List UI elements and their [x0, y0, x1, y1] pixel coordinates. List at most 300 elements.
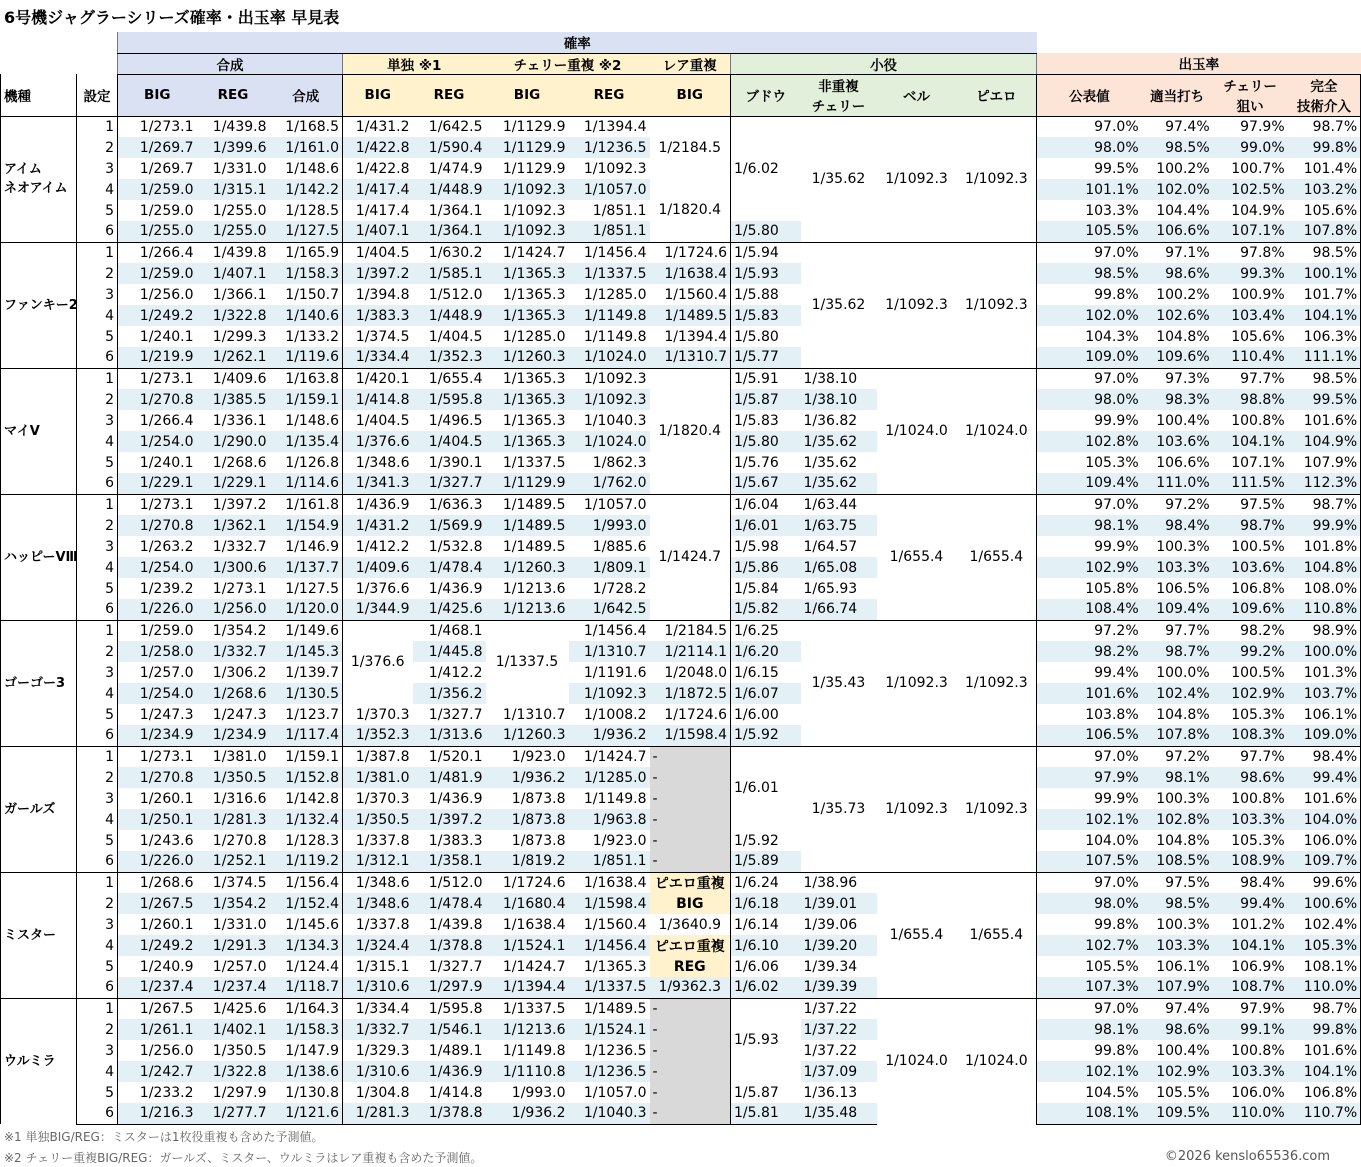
table-row [1, 263, 1361, 284]
table-cell: 1/312.1 [343, 851, 413, 872]
table-cell: 1/1110.8 [486, 1061, 569, 1082]
table-cell: 1/158.3 [270, 263, 343, 284]
table-cell: 100.4% [1156, 1042, 1210, 1059]
table-cell: 105.6% [1288, 200, 1361, 221]
table-cell: 1/436.9 [428, 580, 483, 597]
table-cell: 107.9% [1142, 977, 1213, 998]
table-cell: 1/1236.5 [569, 137, 650, 158]
table-cell: 1/1310.7 [502, 706, 566, 723]
table-cell: 1/370.3 [343, 704, 413, 725]
table-cell: 1/1337.5 [502, 454, 566, 471]
table-cell: 106.6% [1142, 221, 1213, 242]
table-cell: 97.0% [1037, 116, 1142, 137]
table-cell: 1/137.7 [270, 557, 343, 578]
table-cell: 1/6.01 [731, 515, 801, 536]
table-cell: 1/1524.1 [486, 935, 569, 956]
table-cell: 98.0% [1037, 389, 1142, 410]
header-reg: REG [197, 74, 270, 116]
jugglers-table [0, 32, 1361, 1125]
table-cell: 1/1310.7 [650, 347, 731, 368]
table-cell: 104.1% [1288, 1061, 1361, 1082]
settei-value: 1 [77, 242, 118, 263]
table-cell: 102.9% [1037, 557, 1142, 578]
table-cell: 1/134.3 [270, 935, 343, 956]
settei-value: 1 [77, 620, 118, 641]
table-cell: 111.0% [1142, 473, 1213, 494]
table-cell: 1/383.3 [428, 832, 483, 849]
table-cell: 1/226.0 [118, 599, 197, 620]
table-cell: 1/2048.0 [664, 664, 727, 681]
table-cell: 97.2% [1142, 494, 1213, 515]
table-cell: 1/348.6 [343, 893, 413, 914]
table-cell: 1/154.9 [270, 515, 343, 536]
table-cell: 100.8% [1231, 790, 1285, 807]
table-cell: 97.4% [1142, 116, 1213, 137]
table-cell: 104.3% [1037, 326, 1142, 347]
header-tandoku: 単独 ※1 [343, 53, 486, 74]
table-cell: 1/1092.3 [486, 221, 569, 242]
table-cell: 98.6% [1142, 1019, 1213, 1040]
table-cell: 1/118.7 [270, 977, 343, 998]
table-cell [1037, 32, 1361, 53]
table-cell: 105.5% [1037, 221, 1142, 242]
table-cell: 1/5.77 [731, 347, 801, 368]
table-cell: 101.2% [1231, 916, 1285, 933]
table-cell: 1/5.92 [731, 830, 801, 851]
table-cell: REG [650, 956, 731, 977]
table-cell: 1/431.2 [343, 515, 413, 536]
table-row [1, 1103, 1361, 1124]
table-cell: 1/1285.0 [502, 328, 566, 345]
table-cell: 1/350.5 [197, 767, 270, 788]
table-cell: 1/1424.7 [486, 242, 569, 263]
settei-value: 3 [77, 914, 118, 935]
table-cell: 1/259.0 [118, 620, 197, 641]
table-cell: 110.0% [1288, 977, 1361, 998]
table-cell: 104.9% [1231, 202, 1285, 219]
table-row [1, 767, 1361, 788]
table-cell: 1/237.4 [197, 977, 270, 998]
settei-value: 4 [77, 809, 118, 830]
table-cell: 1/149.6 [270, 620, 343, 641]
table-cell: 1/5.93 [731, 263, 801, 284]
table-cell: 102.6% [1142, 305, 1213, 326]
table-cell: 103.8% [1037, 704, 1142, 725]
settei-value: 6 [77, 851, 118, 872]
table-cell: 1/1024.0 [957, 998, 1037, 1124]
table-cell: 1/1365.3 [502, 286, 566, 303]
settei-value: 1 [77, 494, 118, 515]
table-cell: 98.3% [1142, 389, 1213, 410]
table-cell: 108.7% [1213, 977, 1288, 998]
table-cell: 1/356.2 [413, 683, 486, 704]
table-cell: 1/439.8 [197, 242, 270, 263]
table-cell: 1/417.4 [343, 200, 413, 221]
table-cell: 1/370.3 [343, 788, 413, 809]
table-cell: BIG [650, 893, 731, 914]
table-cell: 1/1057.0 [569, 494, 650, 515]
table-row [1, 935, 1361, 956]
table-cell: 1/165.9 [270, 242, 343, 263]
table-row [1, 326, 1361, 347]
table-cell: 1/1365.3 [486, 263, 569, 284]
table-cell: 1/1394.4 [569, 116, 650, 137]
header-cherry-nerai: チェリー 狙い [1213, 74, 1288, 116]
table-cell: 107.9% [1288, 452, 1361, 473]
table-cell: 1/397.2 [197, 494, 270, 515]
table-cell: 99.8% [1288, 137, 1361, 158]
table-cell: 105.5% [1037, 956, 1142, 977]
table-row [1, 116, 1361, 137]
table-cell: 1/258.0 [118, 641, 197, 662]
table-cell: 1/1260.3 [486, 725, 569, 746]
table-cell: 1/263.2 [118, 536, 197, 557]
table-cell: 1/39.34 [803, 958, 858, 975]
table-cell: 1/655.4 [413, 368, 486, 389]
table-cell: 104.8% [1156, 832, 1210, 849]
settei-value: 2 [77, 137, 118, 158]
table-cell: 100.5% [1231, 538, 1285, 555]
table-cell: 101.1% [1037, 179, 1142, 200]
table-cell: 109.7% [1288, 851, 1361, 872]
table-cell: 1/324.4 [343, 935, 413, 956]
table-cell: 1/297.9 [212, 1084, 267, 1101]
settei-value: 4 [77, 935, 118, 956]
table-cell: 1/310.6 [343, 1061, 413, 1082]
header-kishu: 機種 [1, 74, 77, 116]
table-cell: 1/159.1 [270, 746, 343, 767]
table-cell: 1/1236.5 [569, 1061, 650, 1082]
table-cell: 1/239.2 [118, 578, 197, 599]
table-cell: 1/124.4 [285, 958, 339, 975]
table-cell: 1/262.1 [197, 347, 270, 368]
table-cell: 98.7% [1213, 515, 1288, 536]
table-cell: 98.1% [1037, 1019, 1142, 1040]
table-cell: 1/655.4 [877, 872, 957, 998]
machine-name: ミスター [1, 872, 77, 998]
table-cell: 1/655.4 [957, 494, 1037, 620]
table-cell: 103.3% [1213, 809, 1288, 830]
table-cell: 97.9% [1213, 116, 1288, 137]
footnote-2: ※2 チェリー重複BIG/REG：ガールズ、ミスター、ウルミラはレア重複も含めた予測値。 [4, 1151, 483, 1165]
table-cell: 1/412.2 [428, 664, 483, 681]
table-cell: 97.0% [1037, 494, 1142, 515]
table-cell: 1/1092.3 [957, 746, 1037, 872]
table-cell: 1/37.09 [801, 1061, 877, 1082]
table-row [1, 305, 1361, 326]
table-cell: 1/5.82 [731, 599, 801, 620]
table-cell: 1/1489.5 [650, 305, 731, 326]
table-cell: 1/436.9 [413, 1061, 486, 1082]
table-cell: 1/6.02 [731, 116, 801, 221]
table-cell: 1/6.24 [731, 872, 801, 893]
table-cell: 1/1489.5 [486, 515, 569, 536]
table-cell: 1/1057.0 [569, 179, 650, 200]
table-cell: 1/402.1 [197, 1019, 270, 1040]
table-cell: 1/374.5 [197, 872, 270, 893]
table-cell: 1/862.3 [592, 454, 647, 471]
table-cell: 102.7% [1037, 935, 1142, 956]
table-cell: 1/1092.3 [957, 242, 1037, 368]
table-cell: 1/1213.6 [502, 580, 566, 597]
table-cell: 1/5.83 [731, 410, 801, 431]
table-cell: 1/383.3 [343, 305, 413, 326]
table-cell: 100.2% [1156, 160, 1210, 177]
table-cell: 100.6% [1288, 893, 1361, 914]
table-cell: 109.5% [1142, 1103, 1213, 1124]
table-cell: 1/337.8 [343, 830, 413, 851]
table-cell: 98.2% [1213, 620, 1288, 641]
table-cell: 1/6.10 [731, 935, 801, 956]
table-cell: 1/1024.0 [569, 347, 650, 368]
table-cell: 1/35.48 [801, 1103, 877, 1124]
table-cell: 97.9% [1037, 767, 1142, 788]
table-cell: 1/35.62 [801, 242, 877, 368]
table-row [1, 788, 1361, 809]
table-cell: 1/5.87 [731, 1082, 801, 1103]
table-cell: 1/1724.6 [650, 242, 731, 263]
table-cell: 1/120.0 [270, 599, 343, 620]
table-cell: 1/269.7 [118, 158, 197, 179]
table-cell: 1/256.0 [118, 1040, 197, 1061]
table-cell: 1/164.3 [270, 998, 343, 1019]
table-cell: 106.8% [1288, 1082, 1361, 1103]
table-cell: 1/569.9 [413, 515, 486, 536]
table-cell: 99.8% [1288, 1019, 1361, 1040]
table-cell: 1/512.0 [428, 286, 483, 303]
settei-value: 1 [77, 872, 118, 893]
table-cell: 103.2% [1288, 179, 1361, 200]
table-cell: 102.8% [1142, 809, 1213, 830]
table-cell: 1/364.1 [413, 221, 486, 242]
table-cell: 1/138.6 [270, 1061, 343, 1082]
table-row [1, 704, 1361, 725]
table-cell: 1/139.7 [285, 664, 339, 681]
footnote-1: ※1 単独BIG/REG：ミスターは1枚役重複も含めた予測値。 [4, 1130, 324, 1144]
table-cell: 1/1365.3 [486, 389, 569, 410]
table-cell: 1/5.80 [731, 326, 801, 347]
table-cell: 102.1% [1037, 809, 1142, 830]
table-cell: 106.9% [1231, 958, 1285, 975]
table-cell: - [650, 1040, 731, 1061]
table-cell: 98.6% [1213, 767, 1288, 788]
header-piero: ピエロ [957, 74, 1037, 116]
table-cell: 99.4% [1288, 767, 1361, 788]
settei-value: 3 [77, 284, 118, 305]
table-cell: 1/273.1 [118, 494, 197, 515]
machine-name: ハッピーVⅢ [1, 494, 77, 620]
table-cell: 100.8% [1231, 412, 1285, 429]
table-cell: 97.5% [1213, 494, 1288, 515]
settei-value: 5 [77, 830, 118, 851]
table-cell: 1/1092.3 [486, 179, 569, 200]
table-cell: 1/851.1 [569, 851, 650, 872]
table-cell: 1/728.2 [592, 580, 647, 597]
table-cell: 98.0% [1037, 893, 1142, 914]
table-cell: 1/1365.3 [486, 431, 569, 452]
table-cell: 1/260.1 [118, 914, 197, 935]
table-cell: 1/270.8 [118, 389, 197, 410]
table-cell: 104.0% [1037, 830, 1142, 851]
table-cell: 100.4% [1156, 412, 1210, 429]
table-cell: 97.0% [1037, 998, 1142, 1019]
table-cell: 1/381.0 [197, 746, 270, 767]
table-cell: 1/161.8 [270, 494, 343, 515]
table-cell: 1/6.25 [731, 620, 801, 641]
table-cell: 100.0% [1288, 641, 1361, 662]
table-cell: - [650, 767, 731, 788]
table-cell: 1/409.6 [197, 368, 270, 389]
table-cell: 1/270.8 [212, 832, 267, 849]
settei-value: 4 [77, 1061, 118, 1082]
table-cell: 1/259.0 [118, 179, 197, 200]
table-cell: 1/1092.3 [877, 746, 957, 872]
table-cell: 1/261.1 [118, 1019, 197, 1040]
table-cell: - [650, 1019, 731, 1040]
table-cell: 1/5.67 [731, 473, 801, 494]
settei-value: 6 [77, 473, 118, 494]
settei-value: 2 [77, 263, 118, 284]
table-cell: 1/404.5 [343, 410, 413, 431]
table-cell: 1/1489.5 [502, 538, 566, 555]
table-cell: 1/163.8 [270, 368, 343, 389]
table-cell: 110.4% [1213, 347, 1288, 368]
header-kakuritsu: 確率 [118, 32, 1037, 53]
table-cell: 1/1129.9 [486, 473, 569, 494]
table-cell: 1/327.7 [413, 473, 486, 494]
table-cell: 1/1394.4 [664, 328, 727, 345]
table-cell: 1/5.86 [731, 557, 801, 578]
table-cell: 98.5% [1142, 893, 1213, 914]
table-cell: 1/923.0 [486, 746, 569, 767]
table-cell: 1/159.1 [270, 389, 343, 410]
table-cell: 1/6.00 [731, 704, 801, 725]
table-cell: 1/254.0 [118, 557, 197, 578]
table-cell: 1/1213.6 [486, 1019, 569, 1040]
table-cell: 1/133.2 [285, 328, 339, 345]
table-cell: 1/5.89 [731, 851, 801, 872]
table-cell: 1/290.0 [197, 431, 270, 452]
table-cell: 1/762.0 [569, 473, 650, 494]
table-cell: 104.8% [1156, 328, 1210, 345]
header-gousei: 合成 [118, 53, 343, 74]
table-cell: 1/655.4 [877, 494, 957, 620]
header-bell: ベル [877, 74, 957, 116]
table-cell: 104.0% [1288, 809, 1361, 830]
table-cell: 103.6% [1213, 557, 1288, 578]
table-cell: 1/1285.0 [569, 767, 650, 788]
table-cell: 99.2% [1213, 641, 1288, 662]
table-cell: 103.3% [1142, 557, 1213, 578]
table-cell: 1/478.4 [413, 557, 486, 578]
table-cell: 97.2% [1037, 620, 1142, 641]
table-cell: 1/121.6 [270, 1103, 343, 1124]
table-cell: - [650, 1103, 731, 1124]
table-cell: 1/5.81 [731, 1103, 801, 1124]
table-cell: 1/240.9 [118, 956, 197, 977]
table-cell: 1/216.3 [118, 1103, 197, 1124]
header-cherry-big: BIG [486, 74, 569, 116]
table-cell: 97.5% [1142, 872, 1213, 893]
table-cell: 1/6.07 [731, 683, 801, 704]
table-cell: 97.0% [1037, 368, 1142, 389]
settei-value: 1 [77, 746, 118, 767]
table-cell: 1/595.8 [413, 389, 486, 410]
table-cell: 1/5.83 [731, 305, 801, 326]
table-cell: 1/145.3 [270, 641, 343, 662]
table-cell: 1/260.1 [118, 788, 197, 809]
table-cell: 1/300.6 [197, 557, 270, 578]
table-cell: 1/397.2 [343, 263, 413, 284]
table-cell: 1/233.2 [118, 1082, 197, 1103]
table-cell: 101.8% [1288, 536, 1361, 557]
table-cell: 1/5.92 [731, 725, 801, 746]
table-row [1, 746, 1361, 767]
table-cell: 1/378.8 [413, 935, 486, 956]
table-cell: 109.4% [1037, 473, 1142, 494]
table-cell: 1/334.4 [343, 347, 413, 368]
table-cell: 1/478.4 [413, 893, 486, 914]
table-cell: 1/313.6 [413, 725, 486, 746]
table-cell: 1/114.6 [270, 473, 343, 494]
settei-value: 6 [77, 599, 118, 620]
table-cell: 97.4% [1142, 998, 1213, 1019]
table-cell: 1/422.8 [343, 158, 413, 179]
table-cell: 106.5% [1037, 725, 1142, 746]
table-cell: 1/1337.5 [486, 620, 569, 704]
table-cell: 1/5.91 [731, 368, 801, 389]
table-cell: 99.4% [1037, 662, 1142, 683]
table-cell: 1/6.18 [731, 893, 801, 914]
table-row [1, 1082, 1361, 1103]
table-cell: 111.5% [1213, 473, 1288, 494]
table-cell: 1/352.3 [413, 347, 486, 368]
table-cell: 1/468.1 [413, 620, 486, 641]
table-cell: 100.8% [1231, 1042, 1285, 1059]
table-row [1, 830, 1361, 851]
settei-value: 3 [77, 1040, 118, 1061]
table-cell: 1/1872.5 [650, 683, 731, 704]
table-cell: 103.3% [1142, 935, 1213, 956]
table-cell: 1/5.87 [731, 389, 801, 410]
table-cell: - [650, 788, 731, 809]
table-cell: 1/322.8 [197, 1061, 270, 1082]
table-cell: 102.4% [1288, 914, 1361, 935]
settei-value: 4 [77, 179, 118, 200]
table-cell: 1/496.5 [428, 412, 483, 429]
table-cell: 99.8% [1037, 914, 1142, 935]
table-cell: 1/474.9 [428, 160, 483, 177]
table-row [1, 977, 1361, 998]
table-cell: 102.9% [1213, 683, 1288, 704]
table-cell: 106.6% [1156, 454, 1210, 471]
table-cell: 99.5% [1037, 158, 1142, 179]
table-cell: 101.6% [1037, 683, 1142, 704]
table-cell: 1/1394.4 [486, 977, 569, 998]
table-cell: 1/404.5 [343, 242, 413, 263]
table-cell: 1/1365.3 [486, 368, 569, 389]
table-cell: 1/273.1 [118, 116, 197, 137]
settei-value: 5 [77, 452, 118, 473]
table-cell: 1/936.2 [569, 725, 650, 746]
table-cell: 1/385.5 [197, 389, 270, 410]
table-cell: 1/39.20 [801, 935, 877, 956]
table-cell: 1/337.8 [343, 914, 413, 935]
table-row [1, 1019, 1361, 1040]
table-cell: 103.6% [1142, 431, 1213, 452]
table-cell: 1/35.62 [801, 116, 877, 242]
table-cell: 110.7% [1288, 1103, 1361, 1124]
